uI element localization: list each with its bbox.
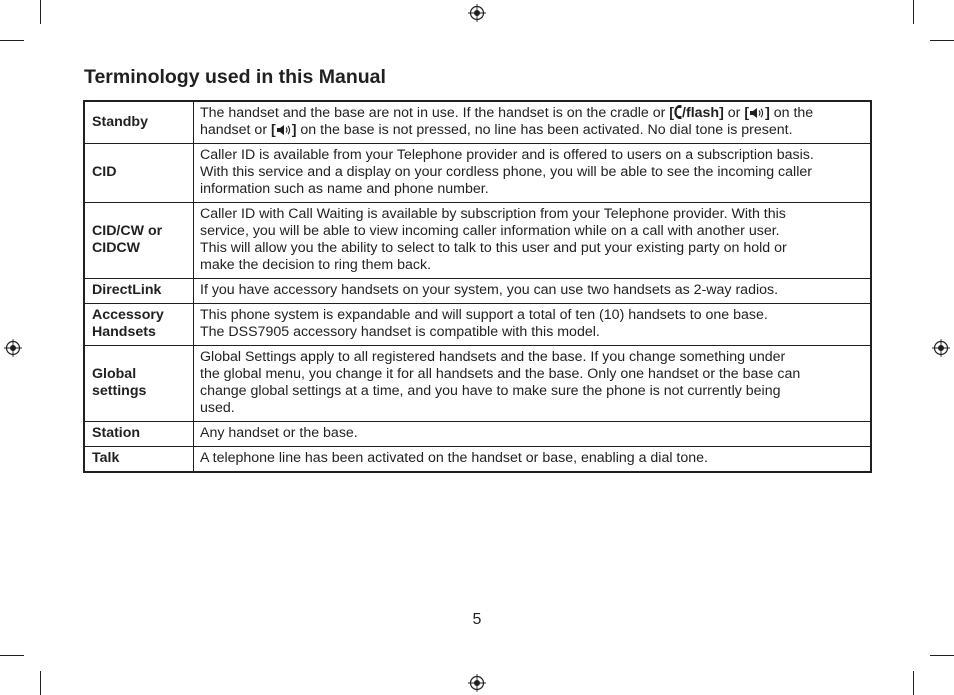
crop-mark-bottom-left-vertical [40, 671, 41, 695]
registration-mark-icon [4, 339, 22, 357]
crop-mark-top-right-vertical [913, 0, 914, 24]
definition-line: This will allow you the ability to select to talk to this user and put your existing party on hold or [200, 240, 787, 256]
page-title: Terminology used in this Manual [84, 66, 386, 88]
definition-line: service, you will be able to view incoming caller information while on a call with another user. [200, 223, 780, 239]
term-line: CID/CW or [92, 223, 163, 239]
term-cell [84, 203, 194, 279]
term-line: CIDCW [92, 240, 141, 256]
definition-cell [194, 144, 872, 203]
definition-line: If you have accessory handsets on your system, you can use two handsets as 2-way radios. [200, 282, 779, 298]
definition-cell [194, 447, 872, 473]
term-cell: Standby [84, 101, 194, 144]
crop-mark-bottom-right-vertical [913, 671, 914, 695]
table-row [84, 304, 871, 346]
crop-mark-top-left-horizontal [0, 40, 24, 41]
definition-text: on the base is not pressed, no line has been activated. No dial tone is present. [296, 122, 793, 138]
table-row [84, 422, 871, 447]
definition-line: used. [200, 400, 235, 416]
definition-text: on the handset or [200, 105, 814, 138]
term-line: Handsets [92, 324, 156, 340]
term-line: settings [92, 383, 147, 399]
definition-line: Global Settings apply to all registered handsets and the base. If you change something under [200, 349, 786, 365]
table-row [84, 279, 871, 304]
bracket: ] [719, 105, 724, 121]
terminology-table [83, 100, 872, 473]
table-row [84, 101, 871, 144]
crop-mark-top-right-horizontal [930, 40, 954, 41]
term-cell: Station [84, 422, 194, 447]
definition-line: the global menu, you change it for all handsets and the base. Only one handset or the base can [200, 366, 801, 382]
term-cell: CID [84, 144, 194, 203]
definition-line: information such as name and phone number. [200, 181, 489, 197]
registration-mark-icon [468, 4, 486, 22]
crop-mark-bottom-left-horizontal [0, 655, 24, 656]
definition-line: With this service and a display on your cordless phone, you will be able to see the incoming caller [200, 164, 812, 180]
term-line: Global [92, 366, 137, 382]
definition-line: This phone system is expandable and will support a total of ten (10) handsets to one base. [200, 307, 768, 323]
table-row [84, 346, 871, 422]
definition-cell [194, 304, 872, 346]
definition-text: or [723, 105, 745, 121]
bracket: [ [669, 105, 675, 121]
bracket: ] [765, 105, 770, 121]
bracket: ] [291, 122, 297, 138]
definition-cell [194, 279, 872, 304]
definition-line: Caller ID is available from your Telephone provider and is offered to users on a subscription basis. [200, 147, 814, 163]
term-cell: DirectLink [84, 279, 194, 304]
definition-line: change global settings at a time, and you have to make sure the phone is not currently being [200, 383, 781, 399]
speaker-icon [276, 124, 292, 136]
page-number: 5 [472, 611, 482, 628]
definition-cell [194, 203, 872, 279]
term-line: Accessory [92, 307, 164, 323]
registration-mark-icon [932, 339, 950, 357]
registration-mark-icon [468, 674, 486, 692]
definition-cell [194, 346, 872, 422]
table-row [84, 144, 871, 203]
crop-mark-top-left-vertical [40, 0, 41, 24]
definition-line: The DSS7905 accessory handset is compatible with this model. [200, 324, 600, 340]
definition-line: Caller ID with Call Waiting is available by subscription from your Telephone provider. With this [200, 206, 786, 222]
table-row [84, 203, 871, 279]
handset-icon [674, 105, 682, 119]
definition-text: The handset and the base are not in use. If the handset is on the cradle or [200, 105, 670, 121]
bracket: [ [271, 122, 276, 138]
definition-cell [194, 101, 872, 144]
definition-line: Any handset or the base. [200, 425, 358, 441]
crop-mark-bottom-right-horizontal [930, 655, 954, 656]
term-cell [84, 346, 194, 422]
speaker-icon [749, 107, 765, 119]
definition-line: A telephone line has been activated on the handset or base, enabling a dial tone. [200, 450, 708, 466]
definition-line: make the decision to ring them back. [200, 257, 432, 273]
flash-key-label: /flash [682, 105, 720, 121]
term-cell: Talk [84, 447, 194, 473]
bracket: [ [744, 105, 750, 121]
definition-cell [194, 422, 872, 447]
term-cell [84, 304, 194, 346]
table-row [84, 447, 871, 473]
